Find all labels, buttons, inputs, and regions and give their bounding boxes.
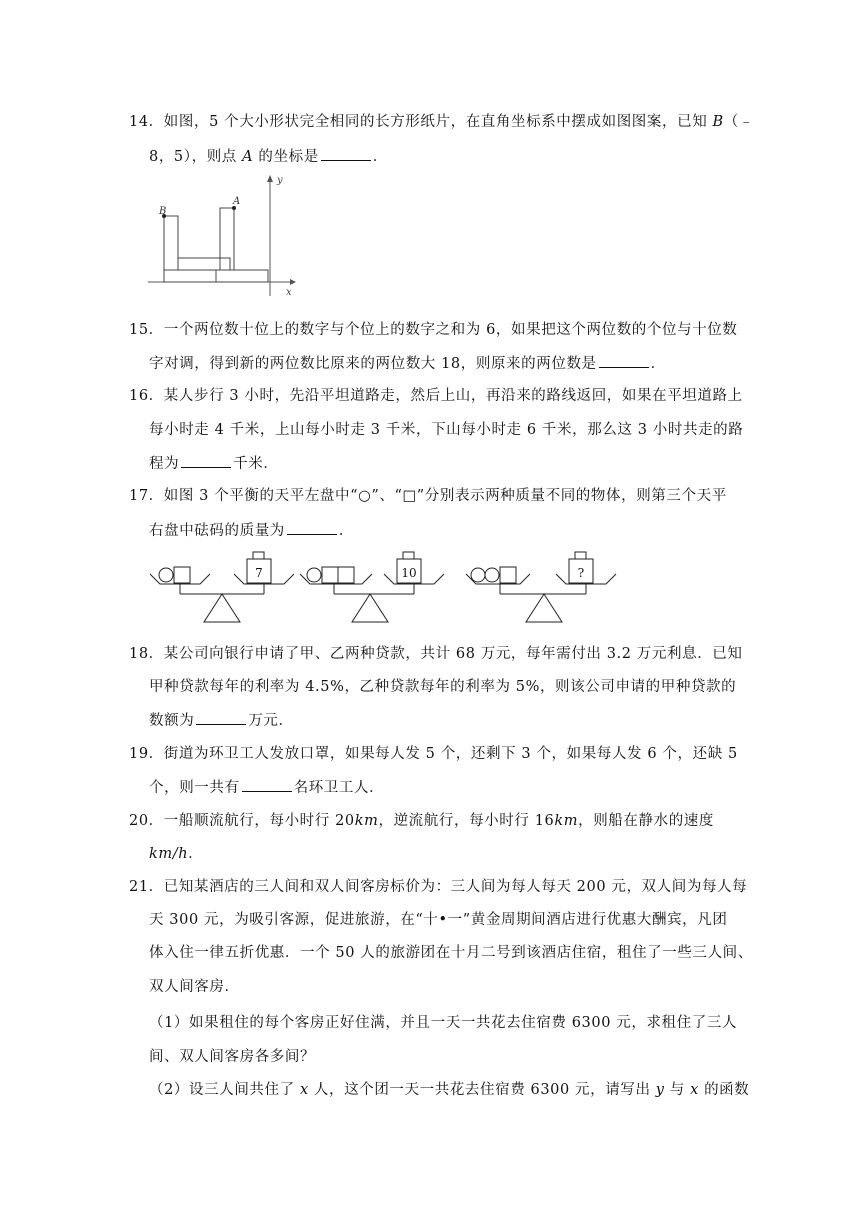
q21-text: 间、双人间客房各多间？ [149,1049,316,1065]
q19-number: 19． [129,746,164,762]
q15-text: 一个两位数十位上的数字与个位上的数字之和为 6，如果把这个两位数的个位与十位数 [163,322,738,338]
q21-text: 人，这个团一天一共花去住宿费 6300 元，请写出 [308,1082,656,1098]
q18-text: 甲种贷款每年的利率为 4.5%，乙种贷款每年的利率为 5%，则该公司申请的甲种贷款的 [149,679,737,695]
q20-number: 20． [129,813,164,829]
q18-text: 某公司向银行申请了甲、乙两种贷款，共计 68 万元，每年需付出 3.2 万元利息．已知 [163,646,743,662]
q20-line-1 [129,811,714,831]
q16-answer-blank[interactable] [181,453,231,468]
q14-text: 8，5），则点 [149,149,243,165]
q17-line-2 [149,520,354,541]
q14-number: 14． [129,114,164,130]
q20-text: ，则船在静水的速度 [578,813,714,829]
q21-text: 与 [664,1082,691,1098]
q16-line-3 [149,453,279,474]
q18-answer-blank[interactable] [196,710,246,725]
q16-text: 每小时走 4 千米，上山每小时走 3 千米，下山每小时走 6 千米，那么这 3 小时共走的路 [149,422,744,438]
q20-text: ． [188,846,204,862]
q20-line-2 [149,844,203,864]
q16-text: 程为 [149,456,180,472]
q17-line-1 [129,486,727,506]
q21-text: 已知某酒店的三人间和双人间客房标价为：三人间为每人每天 200 元，双人间为每人每 [163,879,748,895]
q18-line-2 [149,677,736,697]
rect-vertical-left [164,216,178,270]
q21-text: （1）如果租住的每个客房正好住满，并且一天一共花去住宿费 6300 元，求租住了三人 [149,1015,738,1031]
q21-part1-line-2 [149,1047,315,1067]
q18-text: 数额为 [149,713,195,729]
q17-text: ． [338,523,355,539]
q14-line-1 [129,112,754,132]
q20-unit: km [554,813,579,829]
balance-3 [466,552,616,622]
q16-text: 某人步行 3 小时，先沿平坦道路走，然后上山，再沿来的路线返回，如果在平坦道路上 [163,388,743,404]
q15-line-1 [129,320,738,340]
rect-middle [178,258,230,270]
q21-line-3 [149,943,753,963]
q16-line-1 [129,386,743,406]
q21-line-2 [149,910,727,930]
fulcrum [204,594,240,622]
q14-answer-blank[interactable] [321,146,371,161]
square-object [174,567,190,583]
q21-number: 21． [129,879,164,895]
q17-balances-figure [148,546,638,626]
q16-text: 千米． [233,456,279,472]
q14-text: 如图，5 个大小形状完全相同的长方形纸片，在直角坐标系中摆成如图图案，已知 [163,114,713,130]
balance-2 [300,552,444,622]
x-axis-arrow [290,279,296,285]
rect-bottom-right [216,270,268,282]
q15-line-2 [149,353,666,374]
weight-label-3: ? [577,566,585,580]
q17-text: 右盘中砝码的质量为 [149,523,285,539]
q19-text: 街道为环卫工人发放口罩，如果每人发 5 个，还剩下 3 个，如果每人发 6 个，还缺 5 [163,746,738,762]
x-axis-label: x [286,287,292,298]
y-axis-label: y [277,175,283,186]
q14-point-a: A [242,149,254,165]
q15-text: 字对调，得到新的两位数比原来的两位数大 18，则原来的两位数是 [149,356,597,372]
q19-text: 名环卫工人． [293,780,385,796]
q14-figure [140,172,300,300]
q14-text: 的坐标是 [253,149,319,165]
rect-vertical-right [220,208,234,270]
rect-bottom-left [164,270,216,282]
q15-number: 15． [129,322,164,338]
q21-line-1 [129,877,747,897]
q15-text: ． [650,356,666,372]
q19-line-2 [149,777,384,798]
q19-line-1 [129,744,738,764]
q21-text: 的函数 [698,1082,750,1098]
q21-text: 天 300 元，为吸引客源，促进旅游，在“十•一”黄金周期间酒店进行优惠大酬宾，凡团 [149,912,728,928]
q21-part2-line-1 [149,1080,749,1100]
q14-text: ． [372,149,388,165]
q20-text: 一船顺流航行，每小时行 20 [163,813,355,829]
q18-number: 18． [129,646,164,662]
q18-line-1 [129,644,743,664]
q21-text: （2）设三人间共住了 [149,1082,300,1098]
q20-unit: km/h [149,846,189,862]
q21-part1-line-1 [149,1013,737,1033]
point-a-label: A [233,196,241,207]
weight-label-2: 10 [401,566,417,580]
q17-text: 如图 3 个平衡的天平左盘中“○”、“□”分别表示两种质量不同的物体，则第三个天平 [163,488,727,504]
q16-number: 16． [129,388,164,404]
y-axis-arrow [267,175,273,182]
q21-var-y: y [655,1082,665,1098]
q15-answer-blank[interactable] [599,353,649,368]
q16-line-2 [149,420,743,440]
q17-number: 17． [129,488,164,504]
weight-label-1: 7 [255,566,263,580]
q18-line-3 [149,710,294,731]
q19-text: 个，则一共有 [149,780,240,796]
weight-handle [253,552,264,559]
q17-answer-blank[interactable] [287,520,337,535]
q18-text: 万元． [248,713,294,729]
q21-var-x: x [690,1082,699,1098]
q14-text-end: （﹣ [723,114,754,130]
q14-line-2 [149,146,388,167]
q19-answer-blank[interactable] [242,777,292,792]
q20-text: ，逆流航行，每小时行 16 [378,813,555,829]
q20-unit: km [354,813,379,829]
balance-1 [150,552,294,622]
point-b-label: B [159,206,167,217]
q21-text: 双人间客房． [149,979,240,995]
q21-text: 体入住一律五折优惠．一个 50 人的旅游团在十月二号到该酒店住宿，租住了一些三人间、 [149,945,753,961]
q14-point-b: B [712,114,724,130]
circle-object [159,568,173,582]
q21-line-4 [149,977,240,997]
q21-var-x: x [299,1082,309,1098]
